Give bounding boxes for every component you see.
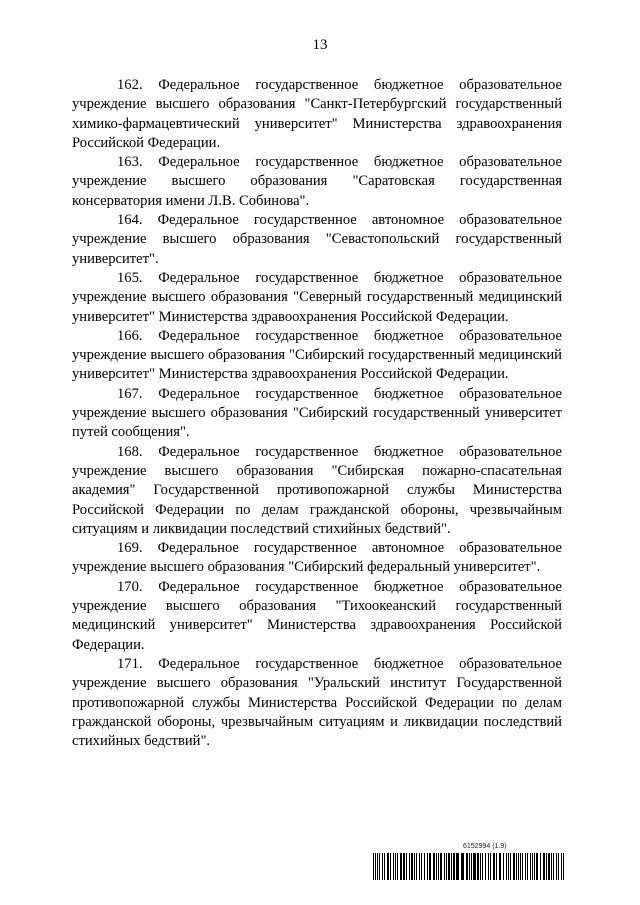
list-item-171: 171. Федеральное государственное бюджетное образовательное учреждение высшего образования "Уральский институт Государственной противопожарной службы Министерства Российской Федерации по делам гражданской обороны, чрезвычайным ситуациям и ликвидации последствий стихийных бедствий". <box>72 655 562 750</box>
list-item-165: 165. Федеральное государственное бюджетное образовательное учреждение высшего образования "Северный государственный медицинский университет" Министерства здравоохранения Российской Федерации. <box>72 269 562 325</box>
barcode-image <box>373 853 564 880</box>
list-item-167: 167. Федеральное государственное бюджетное образовательное учреждение высшего образования "Сибирский государственный университет путей сообщения". <box>72 385 562 441</box>
document-body <box>72 76 562 751</box>
page-number: 13 <box>312 37 328 53</box>
document-code: 6152994 (1.9) <box>463 843 507 850</box>
list-item-164: 164. Федеральное государственное автономное образовательное учреждение высшего образования "Севастопольский государственный университет". <box>72 212 562 267</box>
list-item-166: 166. Федеральное государственное бюджетное образовательное учреждение высшего образования "Сибирский государственный медицинский университет" Министерства здравоохранения Российской Федерации. <box>72 327 562 383</box>
list-item-162: 162. Федеральное государственное бюджетное образовательное учреждение высшего образования "Санкт-Петербургский государственный химико-фармацевтический университет" Министерства здравоохранения Российской Федерации. <box>72 77 562 151</box>
list-item-169: 169. Федеральное государственное автономное образовательное учреждение высшего образования "Сибирский федеральный университет". <box>72 540 562 576</box>
list-item-163: 163. Федеральное государственное бюджетное образовательное учреждение высшего образования "Саратовская государственная консерватория имени Л.В. Собинова". <box>72 154 562 209</box>
list-item-168: 168. Федеральное государственное бюджетное образовательное учреждение высшего образования "Сибирская пожарно-спасательная академия" Государственной противопожарной службы Министерства Российской Федерации по делам гражданской обороны, чрезвычайным ситуациям и ликвидации последствий стихийных бедствий". <box>72 443 562 537</box>
list-item-170: 170. Федеральное государственное бюджетное образовательное учреждение высшего образования "Тихоокеанский государственный медицинский университет" Министерства здравоохранения Российской Федерации. <box>72 578 562 653</box>
